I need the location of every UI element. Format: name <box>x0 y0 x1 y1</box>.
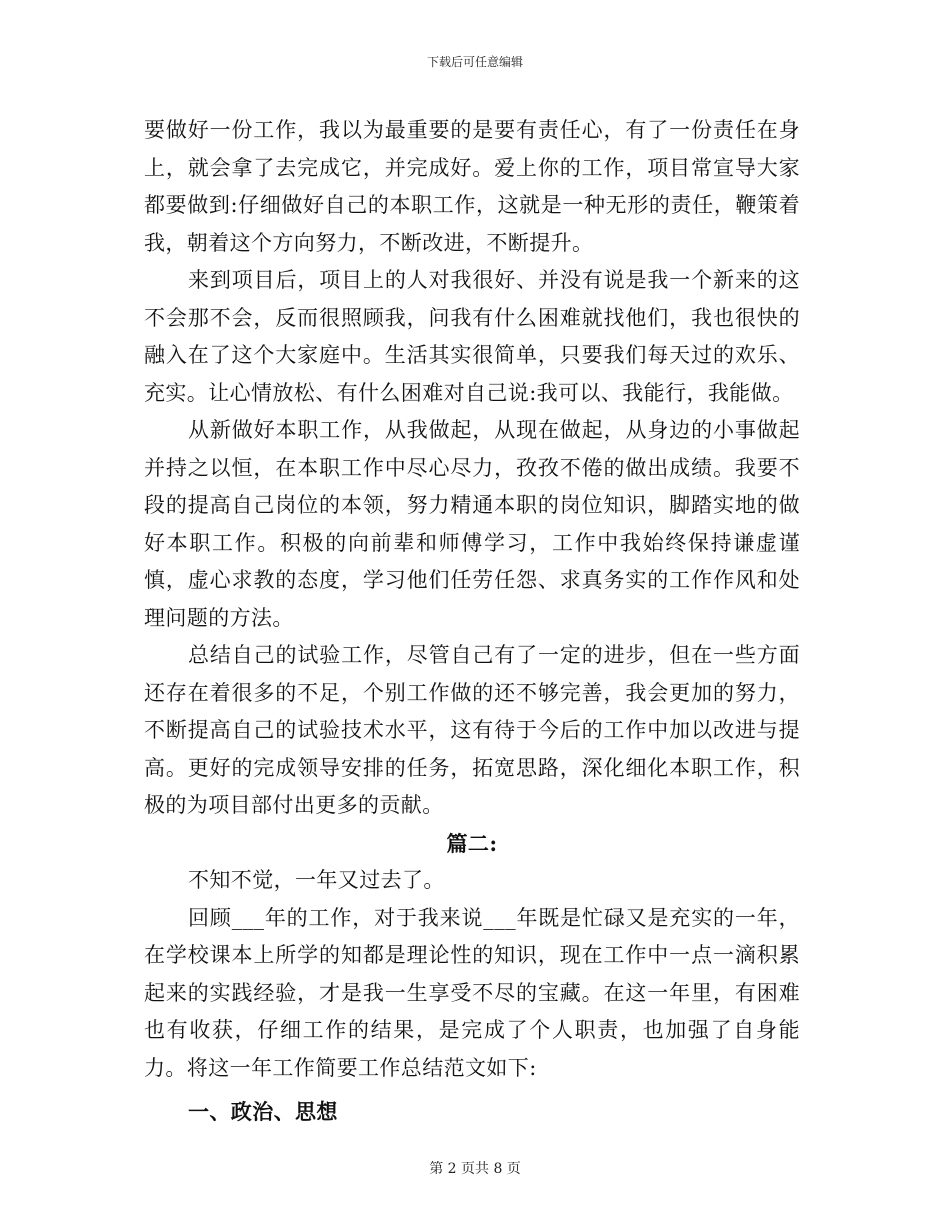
paragraph-1: 要做好一份工作，我以为最重要的是要有责任心，有了一份责任在身上，就会拿了去完成它，并完成好。爱上你的工作，项目常宣导大家都要做到:仔细做好自己的本职工作，这就是一种无形的责任，鞭策着我，朝着这个方向努力，不断改进，不断提升。 <box>144 118 800 255</box>
page-footer: 第 2 页共 8 页 <box>429 1161 521 1177</box>
document-body <box>144 112 800 1131</box>
paragraph-5: 不知不觉，一年又过去了。 <box>188 868 445 892</box>
paragraph-2: 来到项目后，项目上的人对我很好、并没有说是我一个新来的这不会那不会，反而很照顾我，问我有什么困难就找他们，我也很快的融入在了这个大家庭中。生活其实很简单，只要我们每天过的欢乐、充实。让心情放松、有什么困难对自己说:我可以、我能行，我能做。 <box>144 268 800 405</box>
section-title: 篇二: <box>446 830 498 856</box>
subheading: 一、政治、思想 <box>188 1099 338 1124</box>
page-header: 下载后可任意编辑 <box>426 55 523 69</box>
paragraph-4: 总结自己的试验工作，尽管自己有了一定的进步，但在一些方面还存在着很多的不足，个别工作做的还不够完善，我会更加的努力，不断提高自己的试验技术水平，这有待于今后的工作中加以改进与提高。更好的完成领导安排的任务，拓宽思路，深化细化本职工作，积极的为项目部付出更多的贡献。 <box>144 643 800 817</box>
paragraph-3: 从新做好本职工作，从我做起，从现在做起，从身边的小事做起并持之以恒，在本职工作中尽心尽力，孜孜不倦的做出成绩。我要不段的提高自己岗位的本领，努力精通本职的岗位知识，脚踏实地的做好本职工作。积极的向前辈和师傅学习，工作中我始终保持谦虚谨慎，虚心求教的态度，学习他们任劳任怨、求真务实的工作作风和处理问题的方法。 <box>144 418 800 630</box>
paragraph-6: 回顾___年的工作，对于我来说___年既是忙碌又是充实的一年，在学校课本上所学的知都是理论性的知识，现在工作中一点一滴积累起来的实践经验，才是我一生享受不尽的宝藏。在这一年里，有困难也有收获，仔细工作的结果，是完成了个人职责，也加强了自身能力。将这一年工作简要工作总结范文如下: <box>144 905 800 1080</box>
